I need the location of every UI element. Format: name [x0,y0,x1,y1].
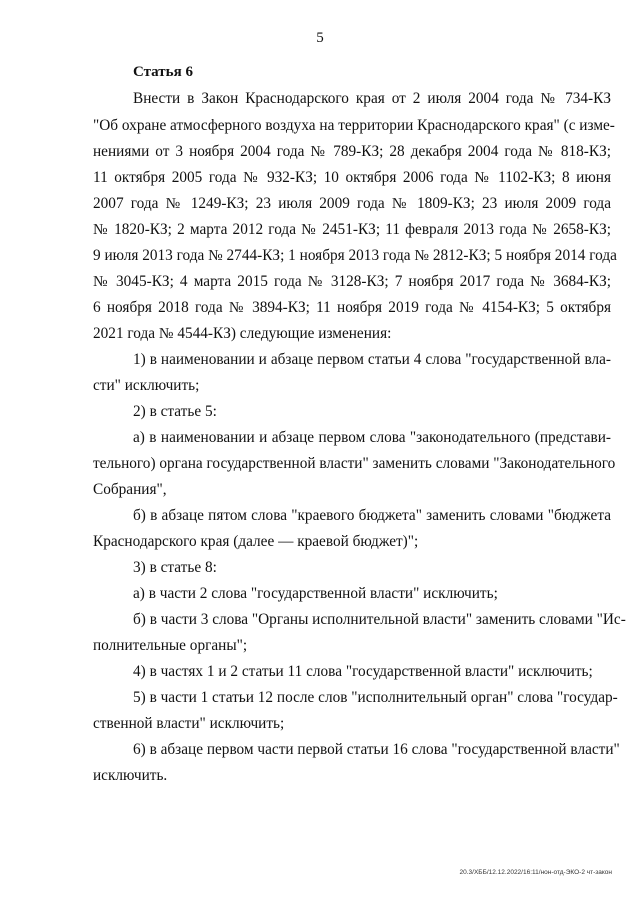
paragraph-line: 2007 года № 1249-КЗ; 23 июля 2009 года № 1809-КЗ; 23 июля 2009 года [93,195,611,212]
document-footer-code: 20.3/ХББ/12.12.2022/16:11/нон-отд-ЭКО-2 чт-закон [459,869,612,876]
list-item: исключить. [93,767,168,784]
list-item: Собрания", [93,481,167,498]
paragraph-line: 2021 года № 4544-КЗ) следующие изменения: [93,325,392,342]
list-item: б) в части 3 слова "Органы исполнительной власти" заменить словами "Ис- [133,611,626,628]
list-item: б) в абзаце пятом слова "краевого бюджета" заменить словами "бюджета [133,507,611,524]
list-item: 3) в статье 8: [133,559,217,576]
paragraph-line: "Об охране атмосферного воздуха на территории Краснодарского края" (с изме- [93,117,615,134]
list-item: а) в части 2 слова "государственной власти" исключить; [133,585,498,602]
list-item: 2) в статье 5: [133,403,217,420]
list-item: 1) в наименовании и абзаце первом статьи 4 слова "государственной вла- [133,351,611,368]
list-item: а) в наименовании и абзаце первом слова "законодательного (представи- [133,429,611,446]
article-title: Статья 6 [133,64,193,80]
paragraph-line: № 3045-КЗ; 4 марта 2015 года № 3128-КЗ; 7 ноября 2017 года № 3684-КЗ; [93,273,611,290]
list-item: 6) в абзаце первом части первой статьи 16 слова "государственной власти" [133,741,620,758]
paragraph-line: 9 июля 2013 года № 2744-КЗ; 1 ноября 2013 года № 2812-КЗ; 5 ноября 2014 года [93,247,617,264]
list-item: Краснодарского края (далее — краевой бюджет)"; [93,533,419,550]
list-item: сти" исключить; [93,377,200,394]
list-item: 5) в части 1 статьи 12 после слов "исполнительный орган" слова "государ- [133,689,618,706]
paragraph-line: нениями от 3 ноября 2004 года № 789-КЗ; 28 декабря 2004 года № 818-КЗ; [93,143,611,160]
list-item: 4) в частях 1 и 2 статьи 11 слова "государственной власти" исключить; [133,663,593,680]
paragraph-line: Внести в Закон Краснодарского края от 2 июля 2004 года № 734-КЗ [133,90,611,107]
paragraph-line: 6 ноября 2018 года № 3894-КЗ; 11 ноября 2019 года № 4154-КЗ; 5 октября [93,299,611,316]
list-item: тельного) органа государственной власти" заменить словами "Законодательного [93,455,616,472]
list-item: ственной власти" исключить; [93,715,285,732]
list-item: полнительные органы"; [93,637,248,654]
paragraph-line: № 1820-КЗ; 2 марта 2012 года № 2451-КЗ; 11 февраля 2013 года № 2658-КЗ; [93,221,611,238]
page-number: 5 [316,30,324,46]
paragraph-line: 11 октября 2005 года № 932-КЗ; 10 октября 2006 года № 1102-КЗ; 8 июня [93,169,611,186]
